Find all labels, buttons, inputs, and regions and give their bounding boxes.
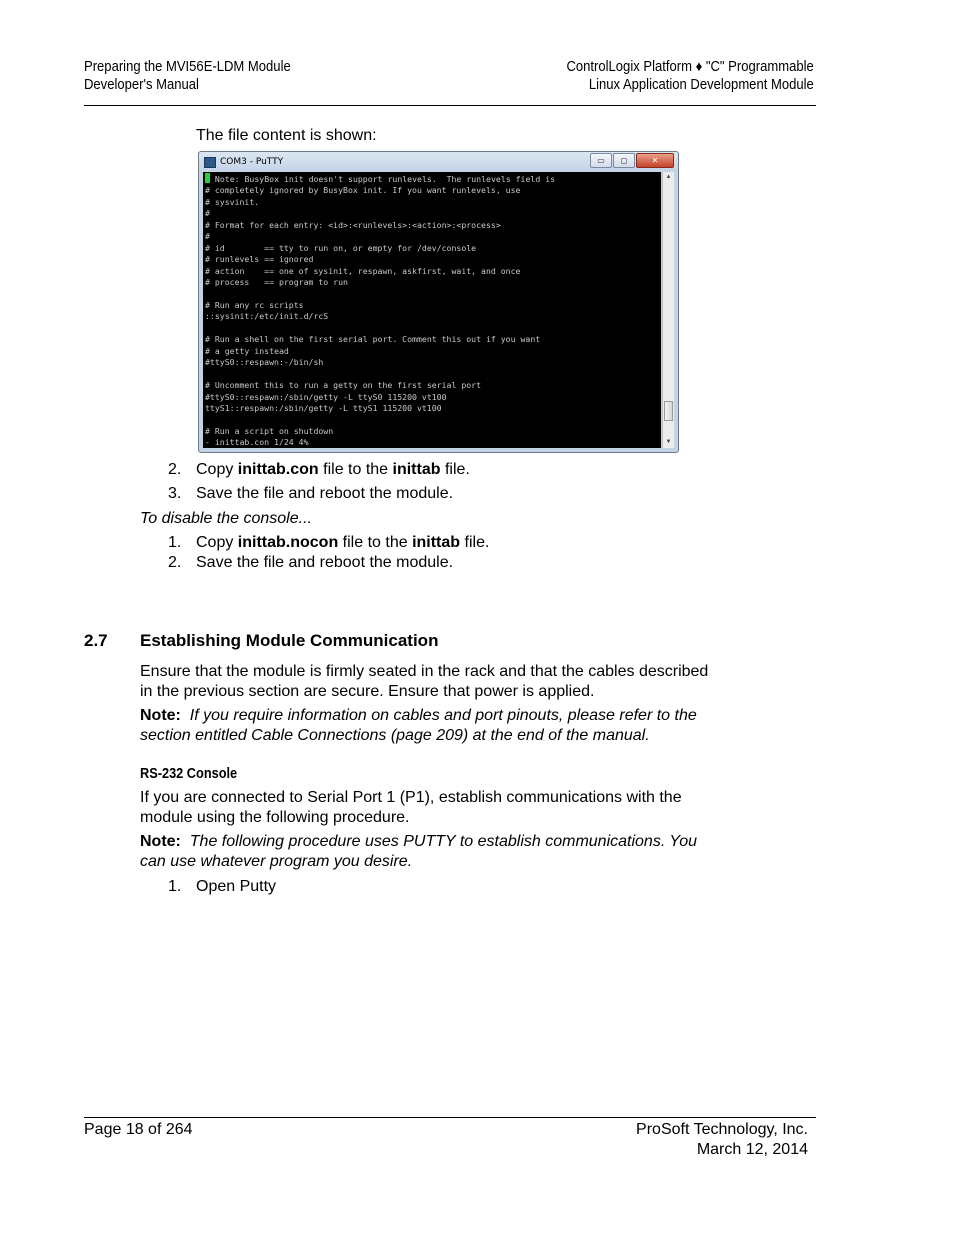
terminal-line: ::sysinit:/etc/init.d/rcS: [205, 311, 329, 322]
list-item: 1. Copy inittab.nocon file to the inittab file.: [168, 534, 490, 551]
header-left: [84, 58, 291, 94]
note-label: Note:: [140, 707, 181, 724]
minimize-icon[interactable]: ▭: [590, 153, 612, 168]
note-2: Note: The following procedure uses PUTTY to establish communications. You can use whatever program you desire.: [140, 833, 698, 870]
maximize-icon[interactable]: ◻: [613, 153, 635, 168]
terminal-line: #: [205, 208, 210, 219]
list-item: 2. Copy inittab.con file to the inittab file.: [168, 461, 470, 478]
terminal-line: # Uncomment this to run a getty on the first serial port: [205, 380, 482, 391]
terminal-line: #: [205, 231, 210, 242]
page-number: Page 18 of 264: [84, 1121, 193, 1138]
list-item: 1. Open Putty: [168, 878, 277, 895]
terminal-scrollbar[interactable]: [662, 172, 674, 448]
scroll-up-icon[interactable]: ▲: [665, 174, 672, 180]
footer-right: [636, 1120, 808, 1160]
section-title: Establishing Module Communication: [140, 631, 439, 650]
terminal-line: - inittab.con 1/24 4%: [205, 437, 309, 448]
header-doc-type: Developer's Manual: [84, 77, 199, 93]
terminal-line-1: Note: BusyBox init doesn't support runlevels. The runlevels field is: [210, 174, 556, 184]
note-label: Note:: [140, 833, 181, 850]
company-name: ProSoft Technology, Inc.: [636, 1121, 808, 1138]
putty-title: COM3 - PuTTY: [220, 157, 284, 167]
terminal-line: # Run a shell on the first serial port. Comment this out if you want: [205, 334, 541, 345]
list-item: 3. Save the file and reboot the module.: [168, 485, 454, 502]
terminal-line: # process == program to run: [205, 277, 348, 288]
terminal-line: # a getty instead: [205, 345, 289, 356]
terminal-line: ttyS1::respawn:/sbin/getty -L ttyS1 115200 vt100: [205, 403, 442, 414]
terminal-screen[interactable]: [203, 172, 661, 448]
terminal-line: #ttyS0::respawn:-/bin/sh: [205, 357, 324, 368]
header-product: Linux Application Development Module: [589, 77, 814, 93]
list-item: 2. Save the file and reboot the module.: [168, 554, 454, 571]
header-platform: ControlLogix Platform ♦ "C" Programmable: [566, 59, 814, 75]
section-paragraph-2: If you are connected to Serial Port 1 (P1), establish communications with the module using the following procedure.: [140, 789, 682, 826]
intro-text: The file content is shown:: [196, 127, 377, 144]
putty-app-icon: [204, 157, 216, 168]
window-controls: [590, 153, 674, 168]
header-doc-section: Preparing the MVI56E-LDM Module: [84, 59, 291, 75]
terminal-output: [203, 172, 661, 448]
scroll-down-icon[interactable]: ▼: [665, 439, 672, 445]
terminal-lines: [205, 185, 540, 447]
terminal-line: # sysvinit.: [205, 196, 260, 207]
putty-titlebar: [204, 154, 283, 170]
header-rule: [84, 105, 816, 106]
note-1: Note: If you require information on cables and port pinouts, please refer to the section entitled Cable Connections (page 209) at the end of the manual.: [140, 707, 697, 744]
terminal-line: # action == one of sysinit, respawn, askfirst, wait, and once: [205, 265, 521, 276]
publish-date: March 12, 2014: [696, 1141, 808, 1158]
disable-intro: To disable the console...: [140, 510, 312, 527]
subheading: RS-232 Console: [140, 766, 238, 782]
terminal-line: # Run a script on shutdown: [205, 425, 334, 436]
terminal-line: #ttyS0::respawn:/sbin/getty -L ttyS0 115200 vt100: [205, 391, 447, 402]
footer-rule: [84, 1117, 816, 1118]
terminal-line: # completely ignored by BusyBox init. If you want runlevels, use: [205, 185, 521, 196]
putty-window: [198, 151, 679, 453]
terminal-line: # id == tty to run on, or empty for /dev/console: [205, 242, 477, 253]
header-right: [567, 58, 814, 94]
terminal-line: # Format for each entry: <id>:<runlevels>:<action>:<process>: [205, 219, 501, 230]
terminal-line: # runlevels == ignored: [205, 254, 314, 265]
section-number: 2.7: [84, 631, 108, 650]
section-paragraph-1: Ensure that the module is firmly seated in the rack and that the cables described in the previous section are secure. Ensure that power is applied.: [140, 663, 709, 700]
terminal-line: # Run any rc scripts: [205, 299, 304, 310]
close-icon[interactable]: ✕: [636, 153, 674, 168]
scroll-thumb[interactable]: [664, 401, 673, 421]
